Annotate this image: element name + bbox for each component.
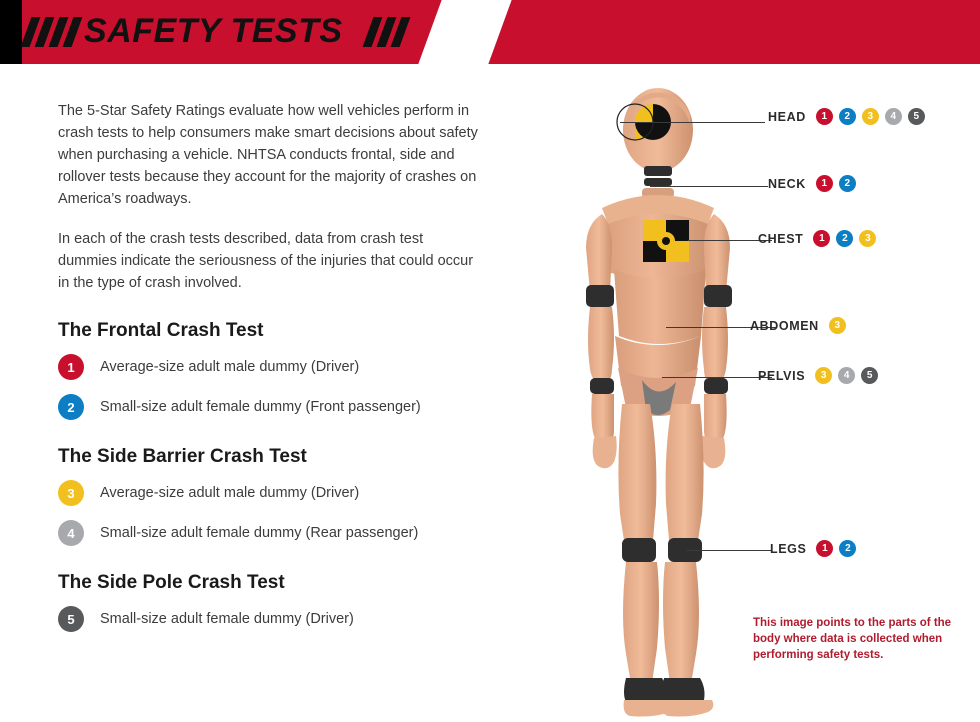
leader-line-pelvis	[662, 377, 772, 378]
dot-1: 1	[816, 540, 833, 557]
legend-label-1: Average-size adult male dummy (Driver)	[100, 359, 360, 375]
legend-label-2: Small-size adult female dummy (Front passenger)	[100, 399, 421, 415]
intro-paragraph-2: In each of the crash tests described, data from crash test dummies indicate the seriousness of the injuries that could occur in the type of crash involved.	[58, 231, 474, 291]
legend-badge-1: 1	[58, 354, 84, 380]
header-slashes-left-icon	[26, 17, 82, 47]
callout-dots-neck	[816, 175, 862, 192]
diagram-note: This image points to the parts of the body where data is collected when performing safety tests.	[753, 617, 952, 661]
callout-legs	[770, 540, 862, 557]
callout-label-legs: LEGS	[770, 541, 807, 556]
dot-2: 2	[839, 540, 856, 557]
dot-5: 5	[861, 367, 878, 384]
header-black-block	[0, 0, 22, 64]
dot-3: 3	[859, 230, 876, 247]
crash-test-dummy-figure	[530, 80, 790, 720]
dot-1: 1	[816, 108, 833, 125]
callout-dots-abdomen	[829, 317, 852, 334]
legend-label-4: Small-size adult female dummy (Rear passenger)	[100, 525, 419, 541]
dot-4: 4	[838, 367, 855, 384]
header-wedge	[418, 0, 511, 64]
legend-badge-3: 3	[58, 480, 84, 506]
dot-3: 3	[815, 367, 832, 384]
callout-label-chest: CHEST	[758, 231, 804, 246]
legend-badge-5: 5	[58, 606, 84, 632]
crash-dummy-diagram	[500, 70, 980, 722]
dot-1: 1	[816, 175, 833, 192]
section-title-side-pole: The Side Pole Crash Test	[58, 572, 285, 593]
legend-badge-4: 4	[58, 520, 84, 546]
callout-abdomen	[750, 317, 852, 334]
header-slashes-right-icon	[368, 17, 410, 47]
dot-2: 2	[839, 108, 856, 125]
dot-3: 3	[862, 108, 879, 125]
callout-label-neck: NECK	[768, 176, 806, 191]
callout-pelvis	[758, 367, 884, 384]
callout-label-abdomen: ABDOMEN	[750, 318, 819, 333]
callout-dots-legs	[816, 540, 862, 557]
list-item	[58, 354, 488, 380]
callout-neck	[768, 175, 862, 192]
leader-line-neck	[650, 186, 768, 187]
leader-line-head	[620, 122, 765, 123]
callout-label-head: HEAD	[768, 109, 806, 124]
list-item	[58, 606, 488, 632]
callout-dots-chest	[813, 230, 882, 247]
section-title-frontal: The Frontal Crash Test	[58, 320, 264, 341]
section-title-side-barrier: The Side Barrier Crash Test	[58, 446, 307, 467]
leader-line-legs	[686, 550, 772, 551]
dot-2: 2	[836, 230, 853, 247]
intro-paragraph-1: The 5-Star Safety Ratings evaluate how well vehicles perform in crash tests to help consumers make smart decisions about safety when purchasing a vehicle. NHTSA conducts frontal, side and rollover tests because they account for the majority of crashes on America’s roadways.	[58, 103, 478, 207]
left-column	[58, 100, 488, 646]
dot-2: 2	[839, 175, 856, 192]
callout-dots-head	[816, 108, 931, 125]
callout-head	[768, 108, 931, 125]
dot-3: 3	[829, 317, 846, 334]
callout-chest	[758, 230, 882, 247]
page-header	[0, 0, 980, 64]
callout-dots-pelvis	[815, 367, 884, 384]
legend-badge-2: 2	[58, 394, 84, 420]
list-item	[58, 480, 488, 506]
dot-5: 5	[908, 108, 925, 125]
list-item	[58, 520, 488, 546]
callout-label-pelvis: PELVIS	[758, 368, 806, 383]
page-title: SAFETY TESTS	[84, 12, 343, 50]
dot-4: 4	[885, 108, 902, 125]
list-item	[58, 394, 488, 420]
dot-1: 1	[813, 230, 830, 247]
legend-label-5: Small-size adult female dummy (Driver)	[100, 611, 354, 627]
legend-label-3: Average-size adult male dummy (Driver)	[100, 485, 360, 501]
